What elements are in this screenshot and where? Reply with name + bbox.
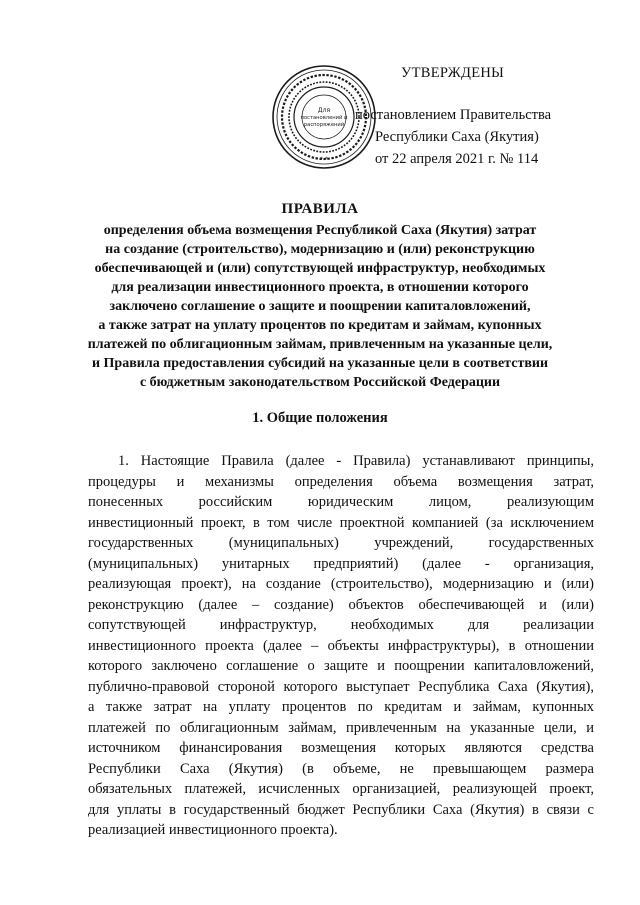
document-title: ПРАВИЛА [281, 201, 359, 217]
paragraph-line: источником финансирования возмещения которых являются средства [88, 740, 594, 756]
seal-center-line-3: распоряжений [303, 122, 345, 128]
paragraph-line: реализацией инвестиционного проекта). [88, 822, 338, 838]
heading-line: заключено соглашение о защите и поощрении капиталовложений, [109, 299, 531, 314]
body-paragraph [88, 451, 594, 841]
paragraph-line: которого заключено соглашение о защите и поощрении капиталовложений, [88, 658, 594, 674]
seal-center-line-2: постановлений и [300, 115, 348, 121]
heading-line: и Правила предоставления субсидий на указанные цели в соответствии [91, 356, 549, 371]
document-heading [60, 200, 580, 392]
paragraph-line: сопутствующей инфраструктур, необходимых для реализации [88, 617, 594, 633]
heading-line: обеспечивающей и (или) сопутствующей инфраструктур, необходимых [94, 261, 546, 276]
paragraph-line: инвестиционный проект, в том числе проектной компанией (за исключением [88, 514, 594, 531]
paragraph-line: реализующая проект), на создание (строительство), модернизацию и (или) [88, 576, 594, 592]
official-seal-icon [270, 63, 378, 171]
paragraph-line: а также затрат на уплату процентов по кредитам и займам, купонных [88, 699, 594, 715]
paragraph-line: 1. Настоящие Правила (далее - Правила) устанавливают принципы, [118, 453, 594, 469]
heading-line: платежей по облигационным займам, привлеченным на указанные цели, [87, 337, 553, 352]
paragraph-line: (муниципальных) унитарных предприятий) (далее - организация, [88, 555, 594, 572]
approval-line-2: Республики Саха (Якутия) [375, 129, 539, 145]
paragraph-line: понесенных российским юридическим лицом, реализующим [88, 494, 594, 510]
paragraph-line: для уплаты в государственный бюджет Республики Саха (Якутия) в связи с [88, 801, 594, 818]
paragraph-line: процедуры и механизмы определения объема возмещения затрат, [88, 473, 594, 490]
paragraph-line: инвестиционного проекта (далее – объекты инфраструктуры), в отношении [88, 637, 594, 654]
approval-line-3: от 22 апреля 2021 г. № 114 [375, 151, 539, 167]
paragraph-line: реконструкцию (далее – создание) объектов обеспечивающей и (или) [88, 596, 594, 613]
heading-line: с бюджетным законодательством Российской Федерации [139, 375, 501, 390]
heading-line: определения объема возмещения Республикой Саха (Якутия) затрат [103, 223, 537, 238]
heading-line: для реализации инвестиционного проекта, в отношении которого [111, 280, 529, 295]
heading-line: а также затрат на уплату процентов по кредитам и займам, купонных [98, 318, 542, 333]
paragraph-line: платежей по облигационным займам, привлеченным на указанные цели, и [88, 719, 594, 736]
paragraph-line: публично-правовой стороной которого выступает Республика Саха (Якутия), [88, 678, 594, 695]
section-title: 1. Общие положения [252, 410, 388, 426]
approval-line-1: постановлением Правительства [355, 107, 552, 123]
approval-title: УТВЕРЖДЕНЫ [401, 65, 505, 81]
heading-line: на создание (строительство), модернизацию и (или) реконструкцию [105, 242, 535, 257]
seal-center-line-1: Для [317, 107, 331, 114]
approval-block [355, 62, 595, 170]
svg-text:* *: * * [320, 156, 328, 163]
paragraph-line: обязательных платежей, исчисленных организацией, реализующей проект, [88, 781, 594, 797]
paragraph-line: Республики Саха (Якутия) (в объеме, не превышающем размера [88, 760, 594, 777]
paragraph-line: государственных (муниципальных) учреждений, государственных [88, 535, 594, 551]
